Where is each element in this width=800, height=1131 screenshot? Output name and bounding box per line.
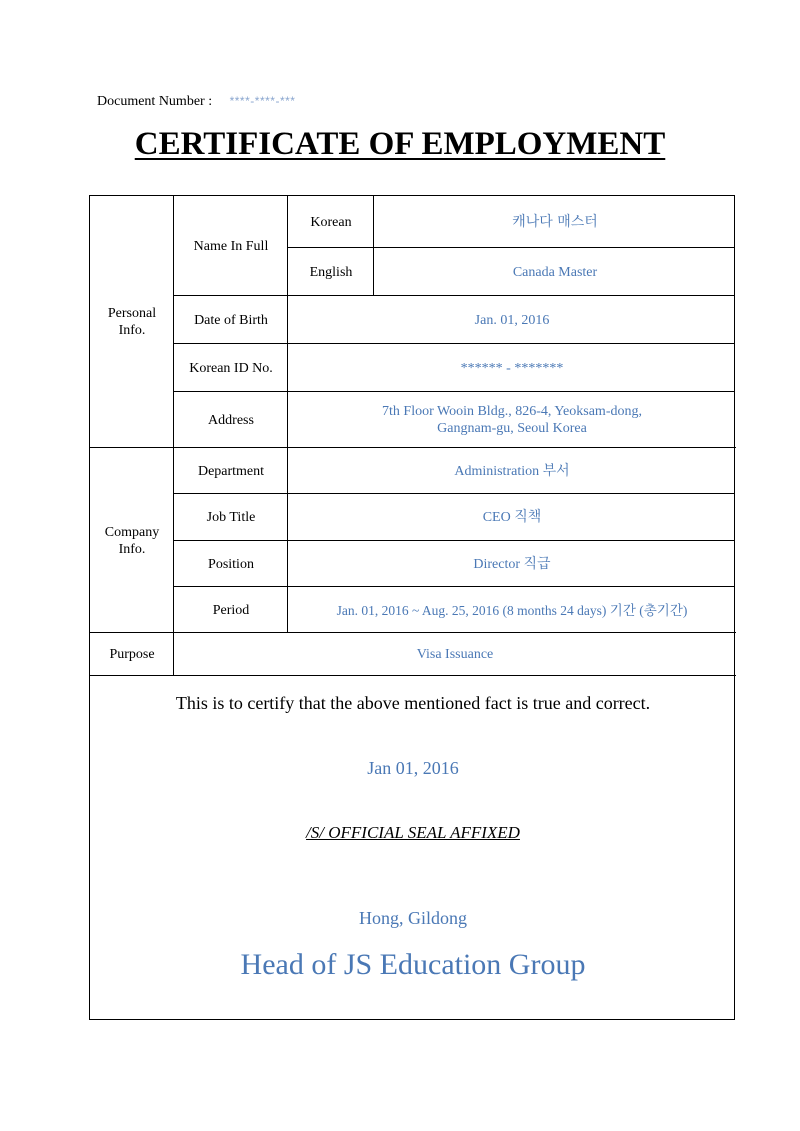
document-title: CERTIFICATE OF EMPLOYMENT bbox=[134, 126, 666, 162]
label-english: English bbox=[309, 264, 353, 280]
label-department: Department bbox=[197, 463, 265, 479]
document-number-label: Document Number : bbox=[97, 94, 213, 109]
document-number-value: ****-****-*** bbox=[229, 94, 296, 108]
label-date-of-birth: Date of Birth bbox=[194, 312, 268, 328]
value-department: Administration 부서 bbox=[454, 463, 570, 479]
label-korean-id: Korean ID No. bbox=[189, 360, 273, 376]
section-personal-info: Personal Info. bbox=[107, 306, 157, 338]
section-company-info: Company Info. bbox=[104, 524, 160, 557]
document-number bbox=[97, 94, 295, 110]
label-korean: Korean bbox=[310, 214, 352, 230]
certification-statement: This is to certify that the above mentioned fact is true and correct. bbox=[175, 693, 651, 713]
value-address: 7th Floor Wooin Bldg., 826-4, Yeoksam-dong, Gangnam-gu, Seoul Korea bbox=[382, 404, 642, 436]
value-name-korean: 캐나다 매스터 bbox=[512, 213, 598, 230]
value-purpose: Visa Issuance bbox=[416, 647, 494, 662]
value-name-english: Canada Master bbox=[512, 264, 598, 280]
section-purpose: Purpose bbox=[109, 647, 155, 662]
official-seal-text: /S/ OFFICIAL SEAL AFFIXED bbox=[306, 823, 520, 842]
value-date-of-birth: Jan. 01, 2016 bbox=[474, 312, 550, 328]
value-job-title: CEO 직책 bbox=[482, 510, 542, 525]
label-period: Period bbox=[212, 602, 250, 618]
label-position: Position bbox=[208, 556, 254, 572]
organization-head: Head of JS Education Group bbox=[240, 948, 586, 981]
certificate-form bbox=[89, 195, 735, 1020]
value-position: Director 직급 bbox=[473, 556, 551, 572]
label-name-in-full: Name In Full bbox=[193, 238, 269, 254]
signer-name: Hong, Gildong bbox=[359, 908, 467, 928]
value-korean-id: ****** - ******* bbox=[460, 360, 564, 376]
label-address: Address bbox=[208, 412, 254, 428]
label-job-title: Job Title bbox=[206, 510, 256, 525]
value-period: Jan. 01, 2016 ~ Aug. 25, 2016 (8 months 24 days) 기간 (총기간) bbox=[336, 602, 688, 618]
issue-date: Jan 01, 2016 bbox=[367, 758, 459, 778]
